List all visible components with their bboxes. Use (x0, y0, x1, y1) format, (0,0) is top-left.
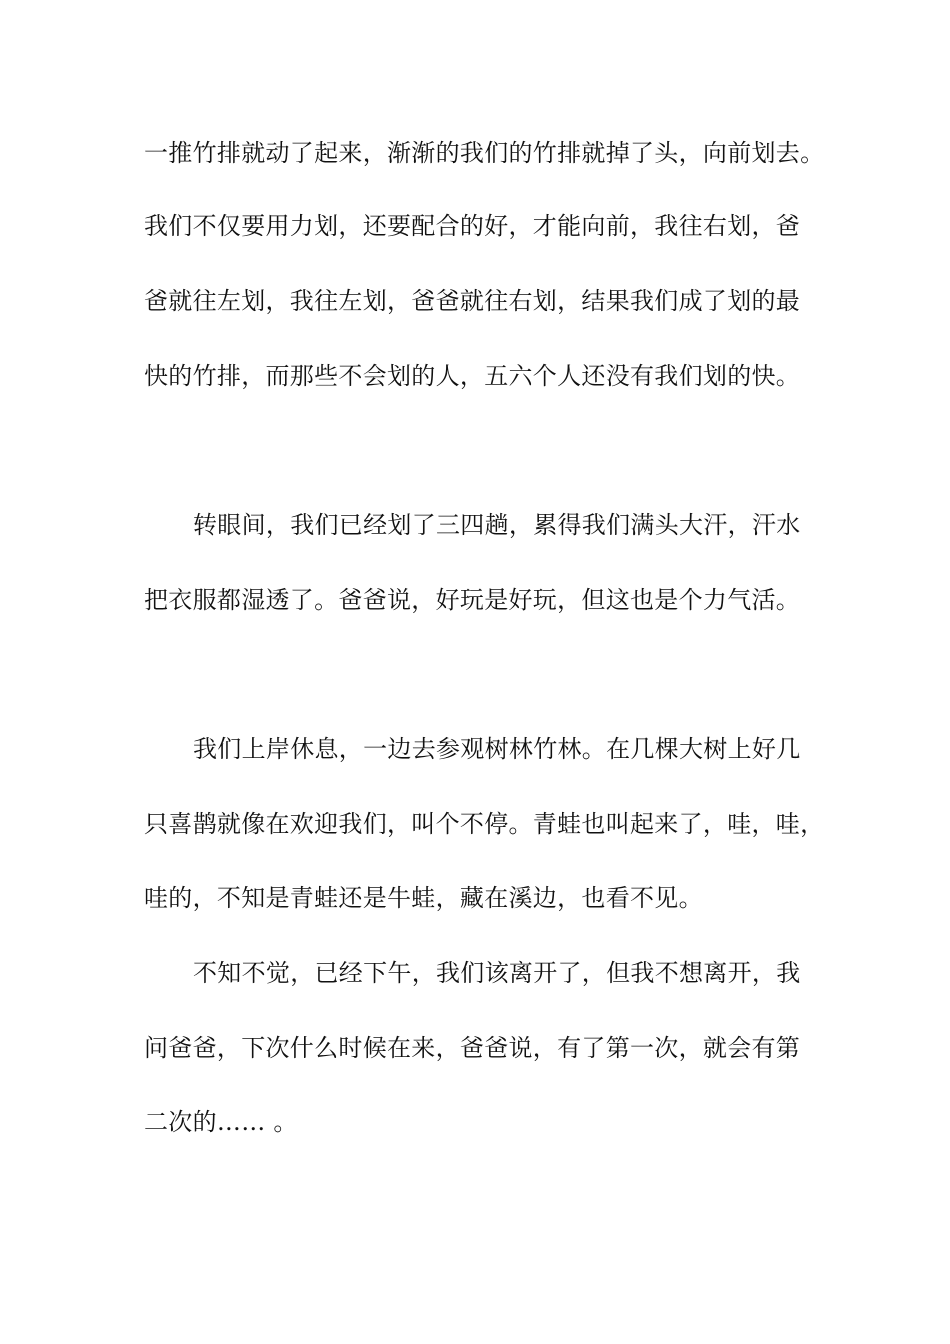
paragraph-first-line: 转眼间，我们已经划了三四趟，累得我们满头大汗，汗水 (193, 511, 801, 539)
paragraph-first-line: 我们上岸休息，一边去参观树林竹林。在几棵大树上好几 (193, 735, 801, 763)
text-line: 快的竹排，而那些不会划的人，五六个人还没有我们划的快。 (144, 362, 801, 390)
text-line: 哇的，不知是青蛙还是牛蛙，藏在溪边，也看不见。 (144, 884, 703, 912)
text-line: 二次的…… 。 (144, 1108, 298, 1136)
text-line: 问爸爸，下次什么时候在来，爸爸说，有了第一次，就会有第 (144, 1034, 801, 1062)
text-line: 把衣服都湿透了。爸爸说，好玩是好玩，但这也是个力气活。 (144, 586, 801, 614)
text-line: 爸就往左划，我往左划，爸爸就往右划，结果我们成了划的最 (144, 287, 801, 315)
text-line: 一推竹排就动了起来，渐渐的我们的竹排就掉了头，向前划去。 (144, 139, 825, 167)
text-line: 我们不仅要用力划，还要配合的好，才能向前，我往右划，爸 (144, 212, 801, 240)
text-line: 只喜鹊就像在欢迎我们，叫个不停。青蛙也叫起来了，哇，哇， (144, 810, 825, 838)
paragraph-first-line: 不知不觉，已经下午，我们该离开了，但我不想离开，我 (193, 959, 801, 987)
